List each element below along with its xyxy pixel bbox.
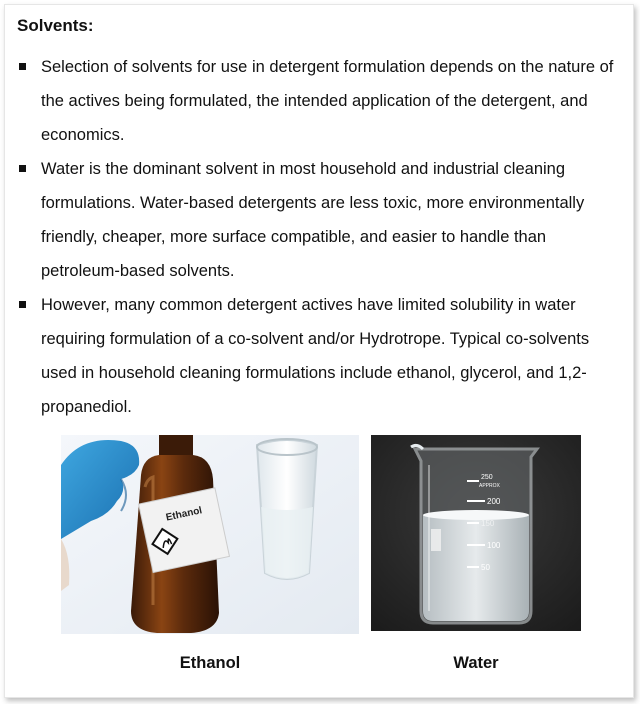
bullet-text: However, many common detergent actives have limited solubility in water requiring formulation of a co-solvent and/or Hydrotrope. Typical co-solvents used in household cleaning formulations include ethanol, glycerol, and 1,2-propanediol. [41, 296, 590, 416]
beaker-mark-approx: APPROX [479, 483, 500, 489]
square-bullet-icon [19, 63, 26, 70]
square-bullet-icon [19, 301, 26, 308]
beaker-mark-200: 200 [487, 497, 501, 506]
bottle-label-text: Ethanol [164, 505, 204, 524]
water-caption: Water [453, 654, 499, 672]
ethanol-photo [61, 435, 359, 634]
beaker-mark-150: 150 [481, 519, 495, 528]
bullet-text: Water is the dominant solvent in most household and industrial cleaning formulations. Water-based detergents are less toxic, more environmentally friendly, cheaper, more surface compatible, and easier to handle than petroleum-based solvents. [41, 160, 585, 280]
beaker-mark-100: 100 [487, 541, 501, 550]
bullet-item [17, 152, 623, 288]
bullet-item [17, 50, 623, 152]
water-beaker-photo [371, 435, 581, 631]
bullet-text: Selection of solvents for use in detergent formulation depends on the nature of the actives being formulated, the intended application of the detergent, and economics. [41, 58, 614, 144]
bullet-list [17, 50, 623, 424]
ethanol-caption: Ethanol [179, 654, 241, 672]
square-bullet-icon [19, 165, 26, 172]
beaker-mark-250: 250 [481, 474, 493, 481]
bullet-item [17, 288, 623, 424]
beaker-mark-50: 50 [481, 563, 490, 572]
section-heading: Solvents: [17, 16, 94, 35]
